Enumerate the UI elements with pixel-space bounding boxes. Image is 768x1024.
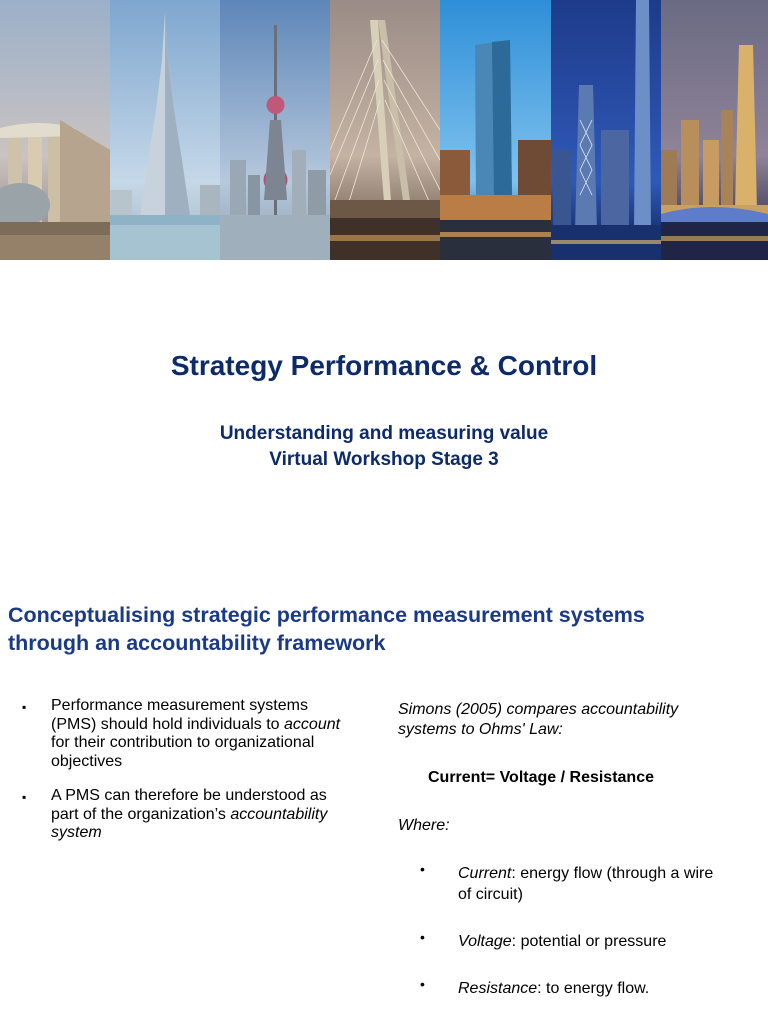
city-banner [0, 0, 768, 260]
definition-list [420, 863, 720, 999]
night-skyline-image [661, 0, 768, 260]
definition-term: Voltage [458, 933, 512, 950]
definition-text: : energy flow (through a wire of circuit) [458, 865, 714, 903]
definition-term: Resistance [458, 980, 538, 997]
slide-title: Strategy Performance & Control [170, 350, 598, 381]
definition-item [420, 978, 720, 999]
ohms-law-formula: Current= Voltage / Resistance [428, 769, 654, 786]
square-bullet-icon: ▪ [22, 700, 27, 714]
ohms-law-panel [398, 700, 728, 997]
list-item [22, 697, 342, 771]
bullet-text: Performance measurement systems (PMS) should hold individuals to [51, 697, 308, 733]
subtitle-line-1: Understanding and measuring value [219, 423, 549, 444]
definition-term: Current [458, 865, 512, 882]
hong-kong-skyline-image [551, 0, 661, 260]
sao-paulo-cable-bridge-image [330, 0, 440, 260]
subtitle-line-2: Virtual Workshop Stage 3 [269, 449, 499, 470]
shanghai-pearl-tower-image [220, 0, 330, 260]
pms-bullet-list [22, 697, 342, 859]
heading-line-2: through an accountability framework [8, 631, 386, 655]
square-bullet-icon: ▪ [22, 790, 27, 804]
ohms-law-intro: Simons (2005) compares accountability systems to Ohms' Law: [398, 701, 679, 738]
definition-item [420, 863, 720, 905]
bullet-dot-icon: • [420, 976, 425, 992]
bullet-emphasis: account [284, 715, 341, 733]
section-heading [8, 601, 748, 657]
slide-subtitle [0, 421, 768, 473]
list-item [22, 787, 342, 843]
bullet-dot-icon: • [420, 861, 425, 877]
definition-text: : potential or pressure [511, 933, 667, 950]
heading-line-1: Conceptualising strategic performance measurement systems [8, 603, 645, 627]
bullet-text: A PMS can therefore be understood as part of the organization’s [51, 787, 327, 823]
singapore-marina-bay-image [0, 0, 110, 260]
definition-text: : to energy flow. [537, 980, 650, 997]
definition-item [420, 931, 720, 952]
bullet-emphasis: accountability system [51, 805, 328, 841]
london-skyline-image [440, 0, 551, 260]
dubai-burj-khalifa-image [110, 0, 220, 260]
bullet-text-end: for their contribution to organizational objectives [51, 734, 315, 770]
where-label: Where: [398, 817, 450, 834]
bullet-dot-icon: • [420, 929, 425, 945]
